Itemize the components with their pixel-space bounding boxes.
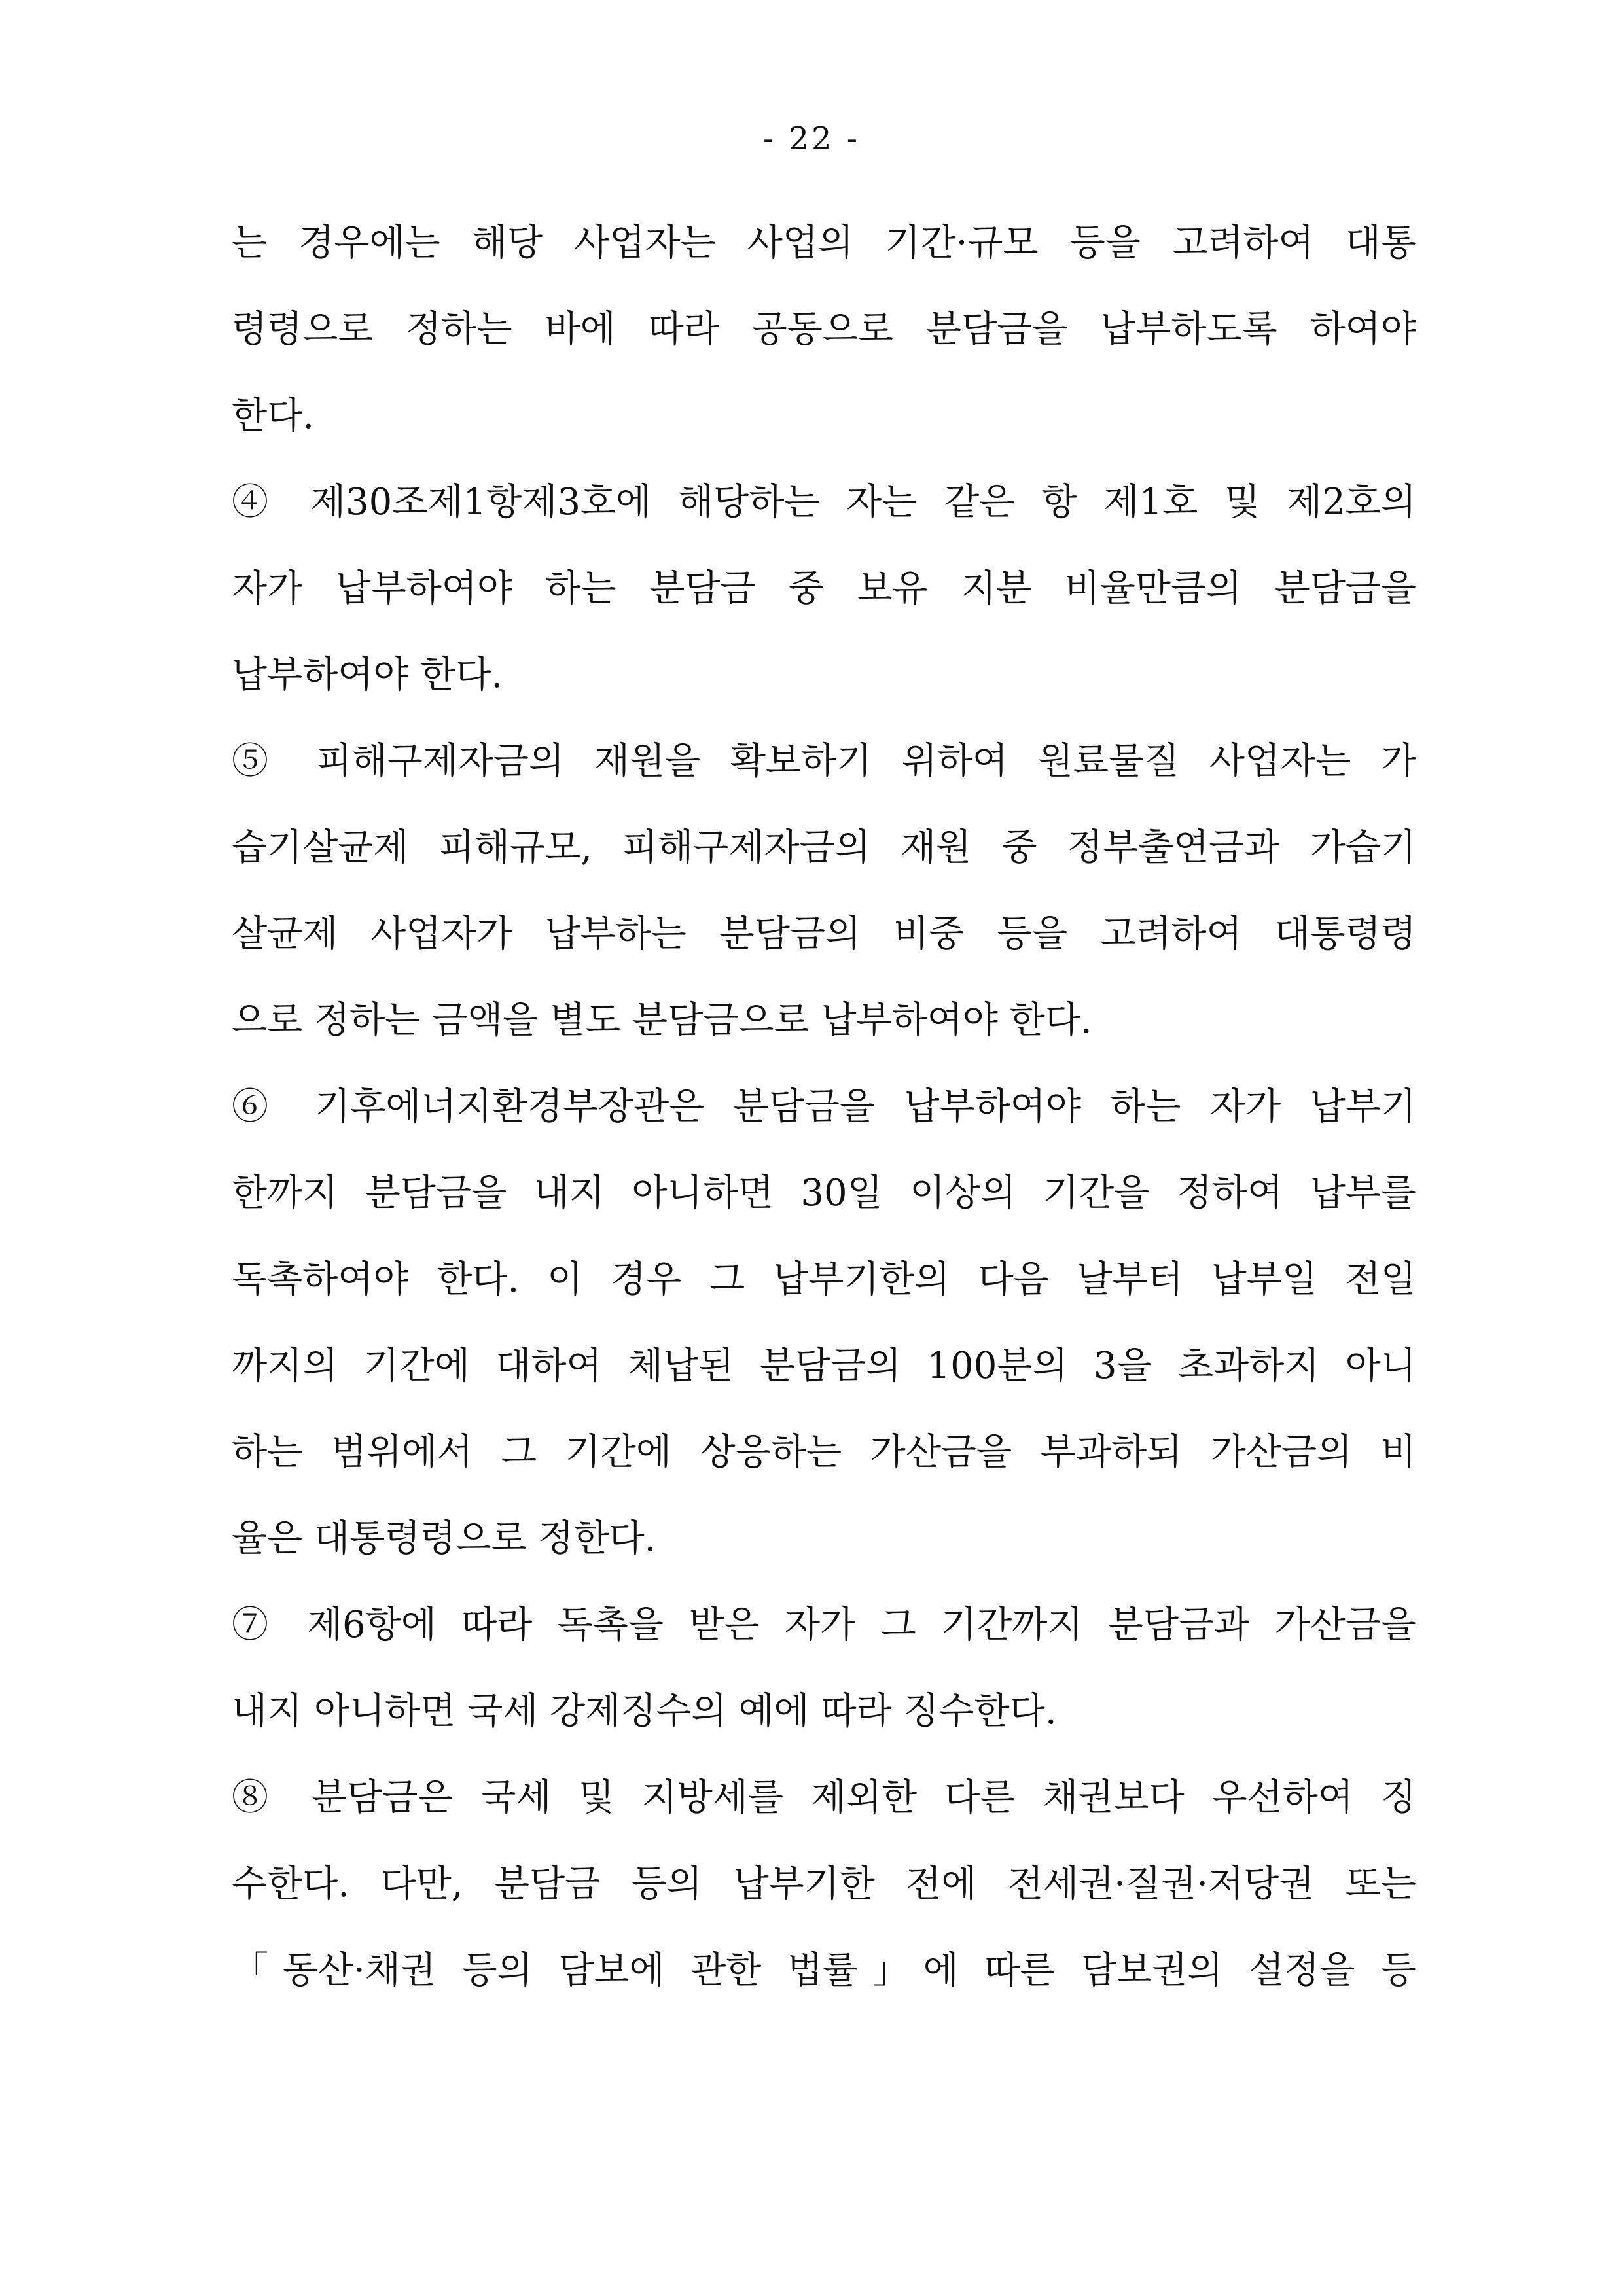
paragraph-4-line: ④ 제30조제1항제3호에 해당하는 자는 같은 항 제1호 및 제2호의	[232, 481, 1416, 523]
paragraph-8-line: ⑧ 분담금은 국세 및 지방세를 제외한 다른 채권보다 우선하여 징	[232, 1776, 1416, 1819]
text-line: 자가 납부하여야 하는 분담금 중 보유 지분 비율만큼의 분담금을	[232, 567, 1416, 610]
text-line: 내지 아니하면 국세 강제징수의 예에 따라 징수한다.	[232, 1690, 1057, 1733]
text-line: 한까지 분담금을 내지 아니하면 30일 이상의 기간을 정하여 납부를	[232, 1172, 1416, 1214]
text-line: 는 경우에는 해당 사업자는 사업의 기간·규모 등을 고려하여 대통	[232, 222, 1416, 264]
page-number: - 22 -	[762, 120, 861, 157]
text-line: 령령으로 정하는 바에 따라 공동으로 분담금을 납부하도록 하여야	[232, 308, 1416, 351]
text-line: 으로 정하는 금액을 별도 분담금으로 납부하여야 한다.	[232, 999, 1092, 1042]
document-body	[232, 204, 1416, 2018]
text-line: 납부하여야 한다.	[232, 654, 503, 696]
paragraph-7-line: ⑦ 제6항에 따라 독촉을 받은 자가 그 기간까지 분담금과 가산금을	[232, 1604, 1416, 1646]
text-line: 수한다. 다만, 분담금 등의 납부기한 전에 전세권·질권·저당권 또는	[232, 1863, 1416, 1905]
text-line: 하는 범위에서 그 기간에 상응하는 가산금을 부과하되 가산금의 비	[232, 1431, 1416, 1474]
text-line: 살균제 사업자가 납부하는 분담금의 비중 등을 고려하여 대통령령	[232, 913, 1416, 955]
text-line: 습기살균제 피해규모, 피해구제자금의 재원 중 정부출연금과 가습기	[232, 826, 1416, 869]
text-line: 독촉하여야 한다. 이 경우 그 납부기한의 다음 날부터 납부일 전일	[232, 1258, 1416, 1301]
text-line: 율은 대통령령으로 정한다.	[232, 1517, 656, 1560]
text-line: 「동산·채권 등의 담보에 관한 법률」에 따른 담보권의 설정을 등	[232, 1949, 1416, 1992]
text-line: 까지의 기간에 대하여 체납된 분담금의 100분의 3을 초과하지 아니	[232, 1345, 1416, 1387]
paragraph-5-line: ⑤ 피해구제자금의 재원을 확보하기 위하여 원료물질 사업자는 가	[232, 740, 1416, 783]
text-line: 한다.	[232, 395, 314, 437]
paragraph-6-line: ⑥ 기후에너지환경부장관은 분담금을 납부하여야 하는 자가 납부기	[232, 1086, 1416, 1128]
